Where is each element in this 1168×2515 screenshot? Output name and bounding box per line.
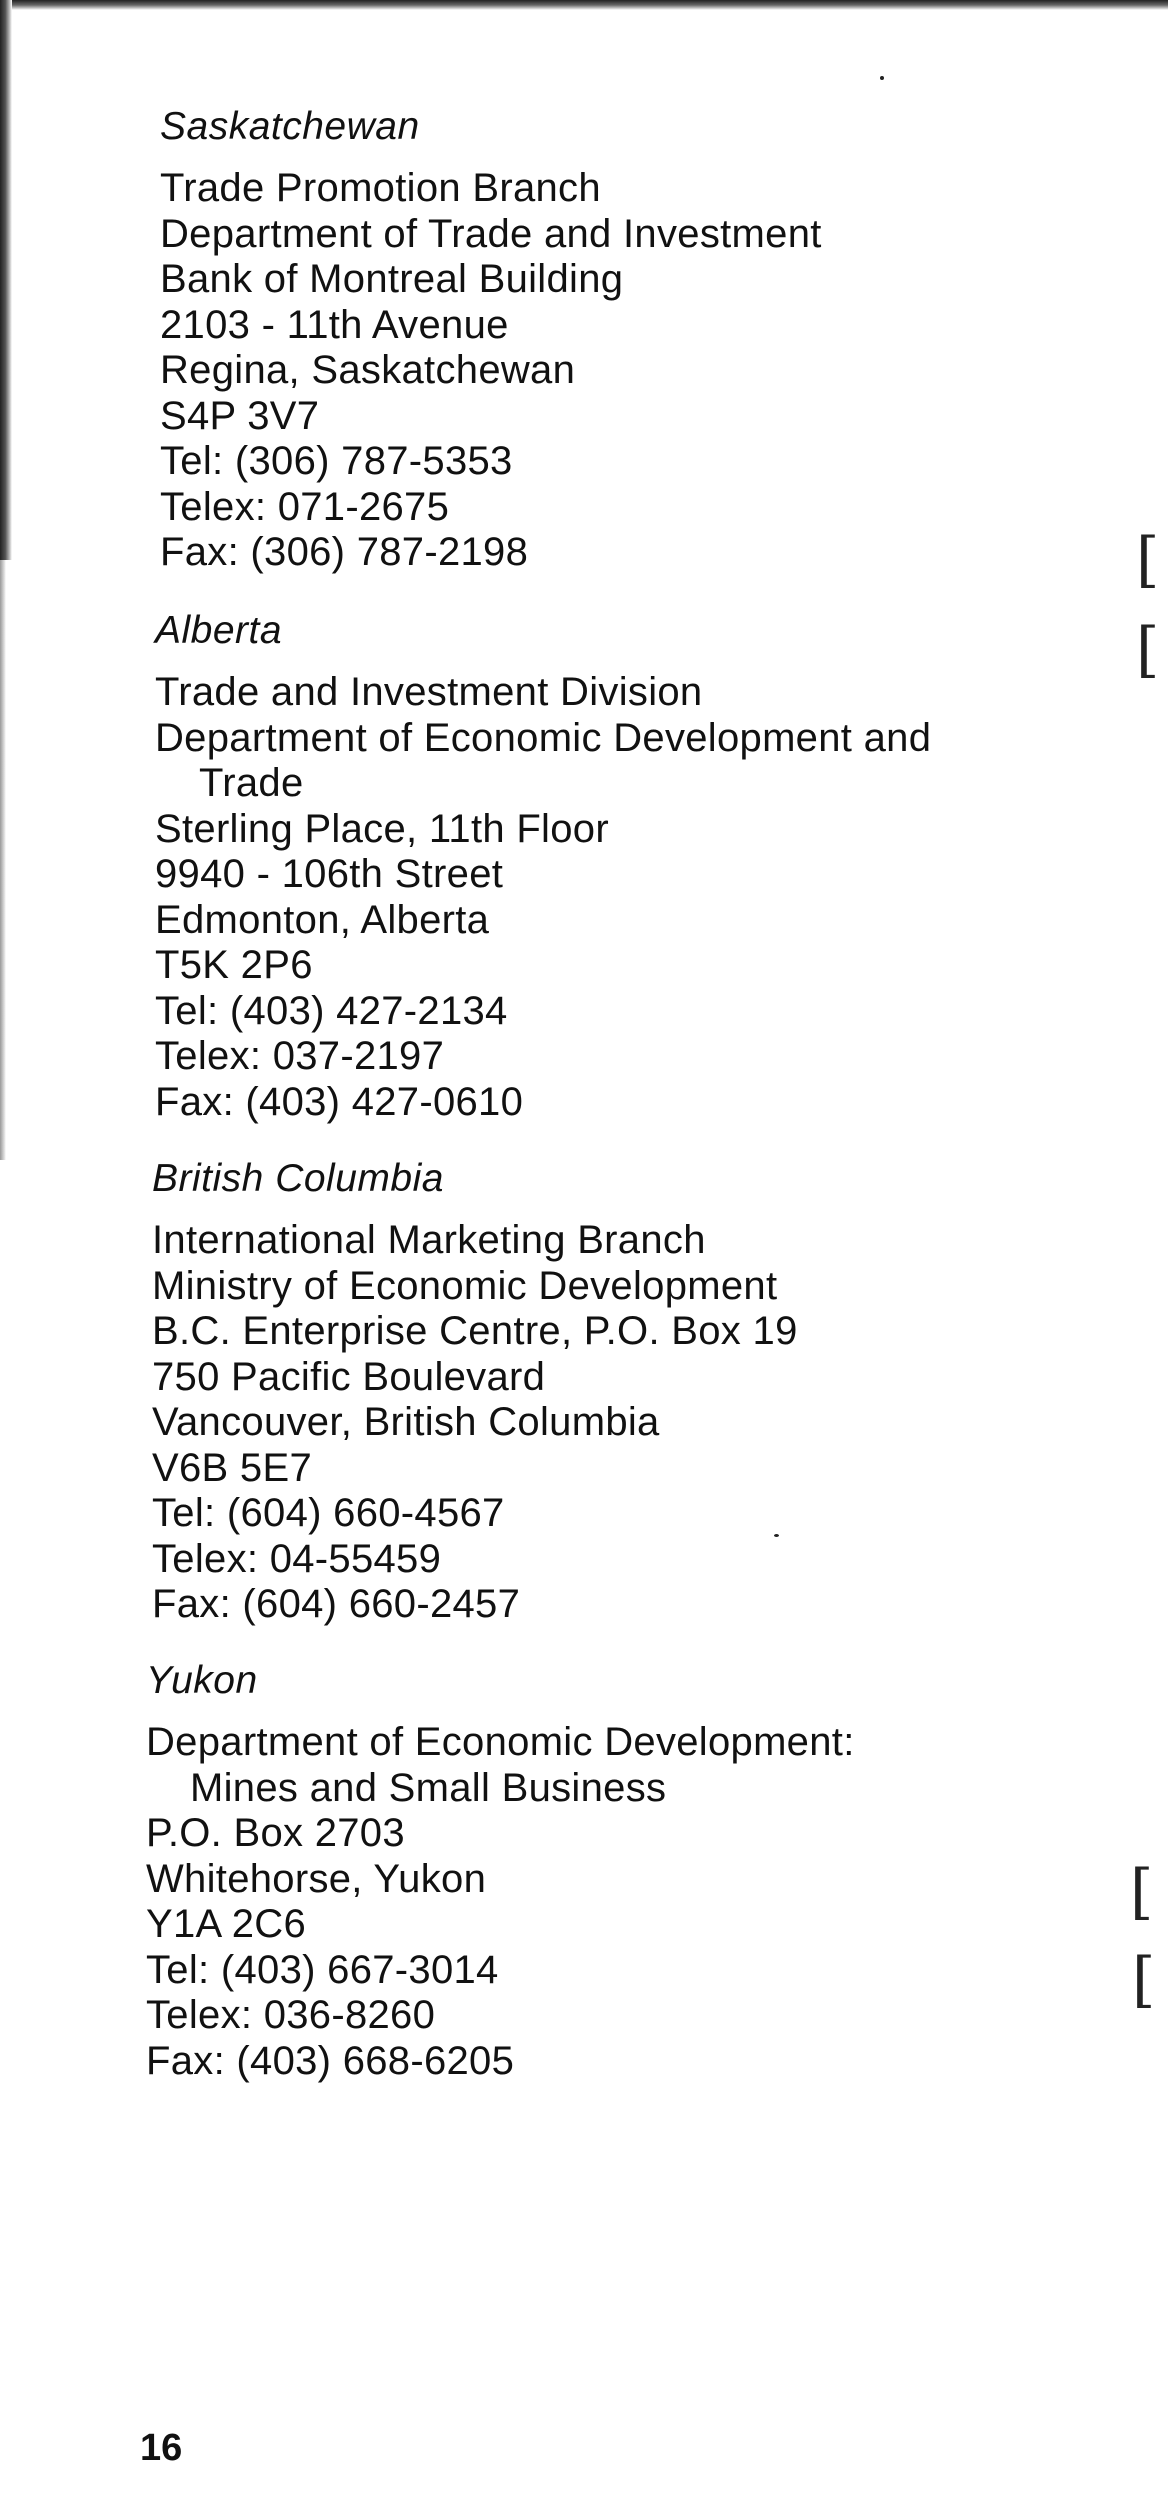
- postal-code: V6B 5E7: [152, 1445, 312, 1490]
- address-line: Edmonton, Alberta: [155, 897, 490, 942]
- fax-line: Fax: (604) 660-2457: [152, 1582, 521, 1626]
- fax-line: Fax: (403) 668-6205: [146, 2038, 515, 2083]
- address-line: P.O. Box 2703: [146, 1811, 405, 1855]
- telex-line: Telex: 036-8260: [146, 1993, 436, 2037]
- address-line-continued: Trade: [199, 761, 304, 805]
- address-line: 9940 - 106th Street: [155, 852, 504, 896]
- telephone-line: Tel: (403) 427-2134: [155, 988, 508, 1033]
- address-line: Department of Economic Development and: [155, 715, 932, 760]
- print-speck: [880, 76, 884, 80]
- page-binding-shadow: [0, 560, 6, 1160]
- address-line: Trade and Investment Division: [155, 670, 703, 714]
- address-line: B.C. Enterprise Centre, P.O. Box 19: [152, 1309, 798, 1353]
- section-heading: Saskatchewan: [160, 105, 420, 148]
- page-number: 16: [140, 2427, 183, 2469]
- section-heading: Yukon: [146, 1659, 258, 1702]
- section-saskatchewan: [160, 104, 1160, 576]
- margin-bracket-mark: [: [1136, 615, 1160, 685]
- postal-code: Y1A 2C6: [146, 1902, 306, 1946]
- page-top-edge: [0, 0, 1168, 10]
- section-yukon: [146, 1658, 1146, 2084]
- address-line: Vancouver, British Columbia: [152, 1400, 660, 1444]
- address-line-continued: Mines and Small Business: [190, 1765, 667, 1810]
- postal-code: S4P 3V7: [160, 393, 320, 438]
- address-line: Sterling Place, 11th Floor: [155, 806, 609, 851]
- address-line: Department of Trade and Investment: [160, 211, 822, 256]
- fax-line: Fax: (306) 787-2198: [160, 530, 529, 574]
- telex-line: Telex: 037-2197: [155, 1034, 445, 1078]
- margin-bracket-mark: [: [1132, 1945, 1156, 2015]
- address-line: International Marketing Branch: [152, 1218, 706, 1262]
- fax-line: Fax: (403) 427-0610: [155, 1079, 524, 1124]
- address-line: 2103 - 11th Avenue: [160, 302, 509, 347]
- section-alberta: [155, 608, 1155, 1125]
- address-line: Whitehorse, Yukon: [146, 1856, 487, 1901]
- section-british-columbia: [152, 1156, 1152, 1628]
- address-line: 750 Pacific Boulevard: [152, 1354, 546, 1399]
- postal-code: T5K 2P6: [155, 943, 313, 987]
- address-line: Department of Economic Development:: [146, 1720, 855, 1764]
- address-line: Trade Promotion Branch: [160, 166, 601, 210]
- telephone-line: Tel: (306) 787-5353: [160, 439, 513, 483]
- address-line: Bank of Montreal Building: [160, 257, 624, 301]
- print-speck: [774, 1534, 779, 1537]
- section-heading: Alberta: [155, 609, 283, 652]
- address-line: Regina, Saskatchewan: [160, 348, 576, 392]
- section-heading: British Columbia: [152, 1157, 444, 1200]
- margin-bracket-mark: [: [1136, 525, 1160, 595]
- telex-line: Telex: 071-2675: [160, 484, 450, 529]
- margin-bracket-mark: [: [1130, 1857, 1154, 1927]
- address-line: Ministry of Economic Development: [152, 1263, 778, 1308]
- page-binding-edge: [0, 0, 12, 560]
- telex-line: Telex: 04-55459: [152, 1536, 442, 1581]
- telephone-line: Tel: (604) 660-4567: [152, 1491, 505, 1535]
- telephone-line: Tel: (403) 667-3014: [146, 1947, 499, 1992]
